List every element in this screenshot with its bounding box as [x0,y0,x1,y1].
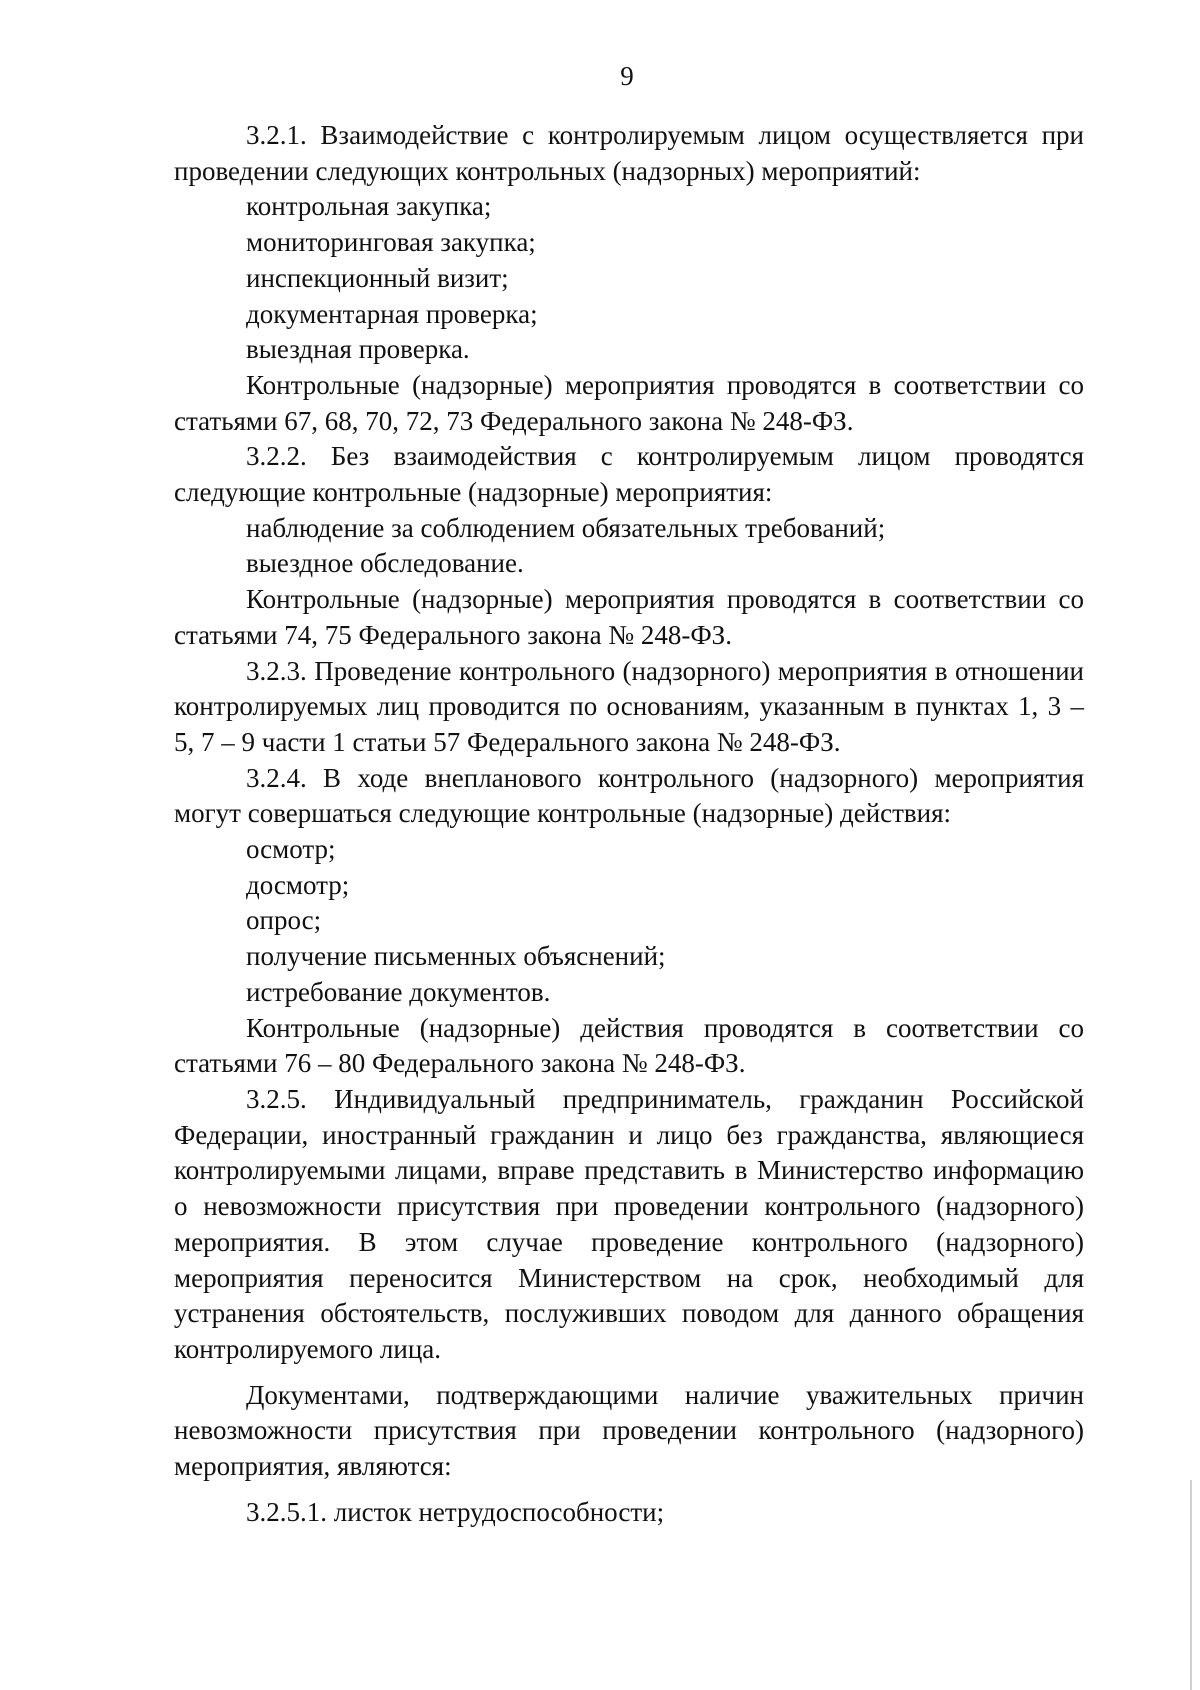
list-item: мониторинговая закупка; [246,227,536,258]
paragraph-control-measures-74: Контрольные (надзорные) мероприятия проводятся в соответствии со статьями 74, 75 Федерального закона № 248-ФЗ. [174,584,1084,650]
document-body [174,118,1084,1530]
list-item: наблюдение за соблюдением обязательных требований; [246,512,886,543]
list-item: контрольная закупка; [246,191,492,222]
paragraph-control-actions-76: Контрольные (надзорные) действия проводятся в соответствии со статьями 76 – 80 Федерального закона № 248-ФЗ. [174,1012,1084,1079]
paragraph-documents: Документами, подтверждающими наличие уважительных причин невозможности присутствия при проведении контрольного (надзорного) мероприятия, являются: [174,1379,1084,1482]
paragraph-3-2-4: 3.2.4. В ходе внепланового контрольного (надзорного) мероприятия могут совершаться следующие контрольные (надзорные) действия: [174,762,1084,829]
page-number: 9 [620,61,634,91]
paragraph-3-2-5: 3.2.5. Индивидуальный предприниматель, гражданин Российской Федерации, иностранный гражданин и лицо без гражданства, являющиеся контролируемыми лицами, вправе представить в Министерство информацию о невозможности присутствия при проведении контрольного (надзорного) мероприятия. В этом случае проведение контрольного (надзорного) мероприятия переносится Министерством на срок, необходимый для устранения обстоятельств, послуживших поводом для данного обращения контролируемого лица. [174,1083,1084,1364]
scan-edge-line [1190,1480,1192,1690]
list-item: досмотр; [246,869,350,900]
paragraph-3-2-5-1: 3.2.5.1. листок нетрудоспособности; [246,1496,665,1527]
list-item: опрос; [246,905,322,936]
list-item: документарная проверка; [246,298,538,329]
list-item: осмотр; [246,834,336,865]
paragraph-3-2-1: 3.2.1. Взаимодействие с контролируемым лицом осуществляется при проведении следующих контрольных (надзорных) мероприятий: [174,120,1084,186]
list-item: инспекционный визит; [246,262,509,293]
list-item: выездная проверка. [246,334,470,365]
paragraph-3-2-3: 3.2.3. Проведение контрольного (надзорного) мероприятия в отношении контролируемых лиц проводится по основаниям, указанным в пунктах 1, 3 – 5, 7 – 9 части 1 статьи 57 Федерального закона № 248-ФЗ. [174,655,1084,757]
list-item: выездное обследование. [246,548,524,579]
paragraph-control-measures-67: Контрольные (надзорные) мероприятия проводятся в соответствии со статьями 67, 68, 70, 72, 73 Федерального закона № 248-ФЗ. [174,369,1084,436]
list-item: истребование документов. [246,976,551,1007]
list-item: получение письменных объяснений; [246,941,666,972]
paragraph-3-2-2: 3.2.2. Без взаимодействия с контролируемым лицом проводятся следующие контрольные (надзорные) мероприятия: [174,441,1084,508]
